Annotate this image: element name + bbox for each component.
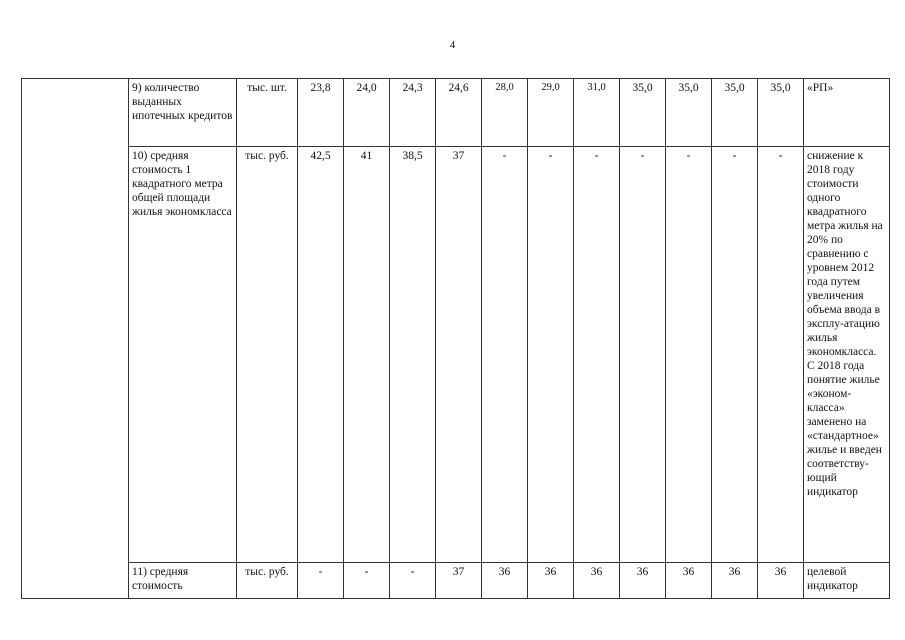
value-cell: - xyxy=(298,563,344,599)
value-cell: - xyxy=(390,563,436,599)
note-cell: целевой индикатор xyxy=(804,563,890,599)
value-cell: - xyxy=(712,147,758,563)
value-cell: 36 xyxy=(620,563,666,599)
value-cell: - xyxy=(482,147,528,563)
value-cell: 36 xyxy=(482,563,528,599)
value-cell: 28,0 xyxy=(482,79,528,147)
table-row xyxy=(22,147,890,563)
value-cell: - xyxy=(666,147,712,563)
value-cell: 41 xyxy=(344,147,390,563)
value-cell: - xyxy=(758,147,804,563)
unit-cell: тыс. руб. xyxy=(237,563,298,599)
value-cell: 42,5 xyxy=(298,147,344,563)
note-cell: «РП» xyxy=(804,79,890,147)
value-cell: 23,8 xyxy=(298,79,344,147)
value-cell: - xyxy=(344,563,390,599)
value-cell: 24,0 xyxy=(344,79,390,147)
value-cell: 37 xyxy=(436,147,482,563)
indicator-name: 10) средняя стоимость 1 квадратного метра общей площади жилья экономкласса xyxy=(129,147,237,563)
value-cell: 36 xyxy=(712,563,758,599)
value-cell: 36 xyxy=(574,563,620,599)
value-cell: 24,6 xyxy=(436,79,482,147)
value-cell: 24,3 xyxy=(390,79,436,147)
indicator-name: 11) средняя стоимость xyxy=(129,563,237,599)
blank-section-cell xyxy=(22,79,129,599)
table-row xyxy=(22,79,890,147)
indicators-table xyxy=(21,78,890,599)
indicator-name: 9) количество выданных ипотечных кредитов xyxy=(129,79,237,147)
value-cell: 35,0 xyxy=(666,79,712,147)
value-cell: 35,0 xyxy=(620,79,666,147)
value-cell: 31,0 xyxy=(574,79,620,147)
value-cell: 38,5 xyxy=(390,147,436,563)
value-cell: 29,0 xyxy=(528,79,574,147)
value-cell: 35,0 xyxy=(712,79,758,147)
value-cell: 36 xyxy=(528,563,574,599)
note-cell: снижение к 2018 году стоимости одного квадратного метра жилья на 20% по сравнению с уровнем 2012 года путем увеличения объема ввода в эксплу-атацию жилья экономкласса. С 2018 года понятие жилье «эконом-класса» заменено на «стандартное» жилье и введен соответству-ющий индикатор xyxy=(804,147,890,563)
value-cell: - xyxy=(620,147,666,563)
page-number: 4 xyxy=(449,39,456,51)
value-cell: - xyxy=(574,147,620,563)
table-row xyxy=(22,563,890,599)
value-cell: 37 xyxy=(436,563,482,599)
value-cell: 36 xyxy=(666,563,712,599)
value-cell: 36 xyxy=(758,563,804,599)
unit-cell: тыс. руб. xyxy=(237,147,298,563)
unit-cell: тыс. шт. xyxy=(237,79,298,147)
value-cell: - xyxy=(528,147,574,563)
value-cell: 35,0 xyxy=(758,79,804,147)
